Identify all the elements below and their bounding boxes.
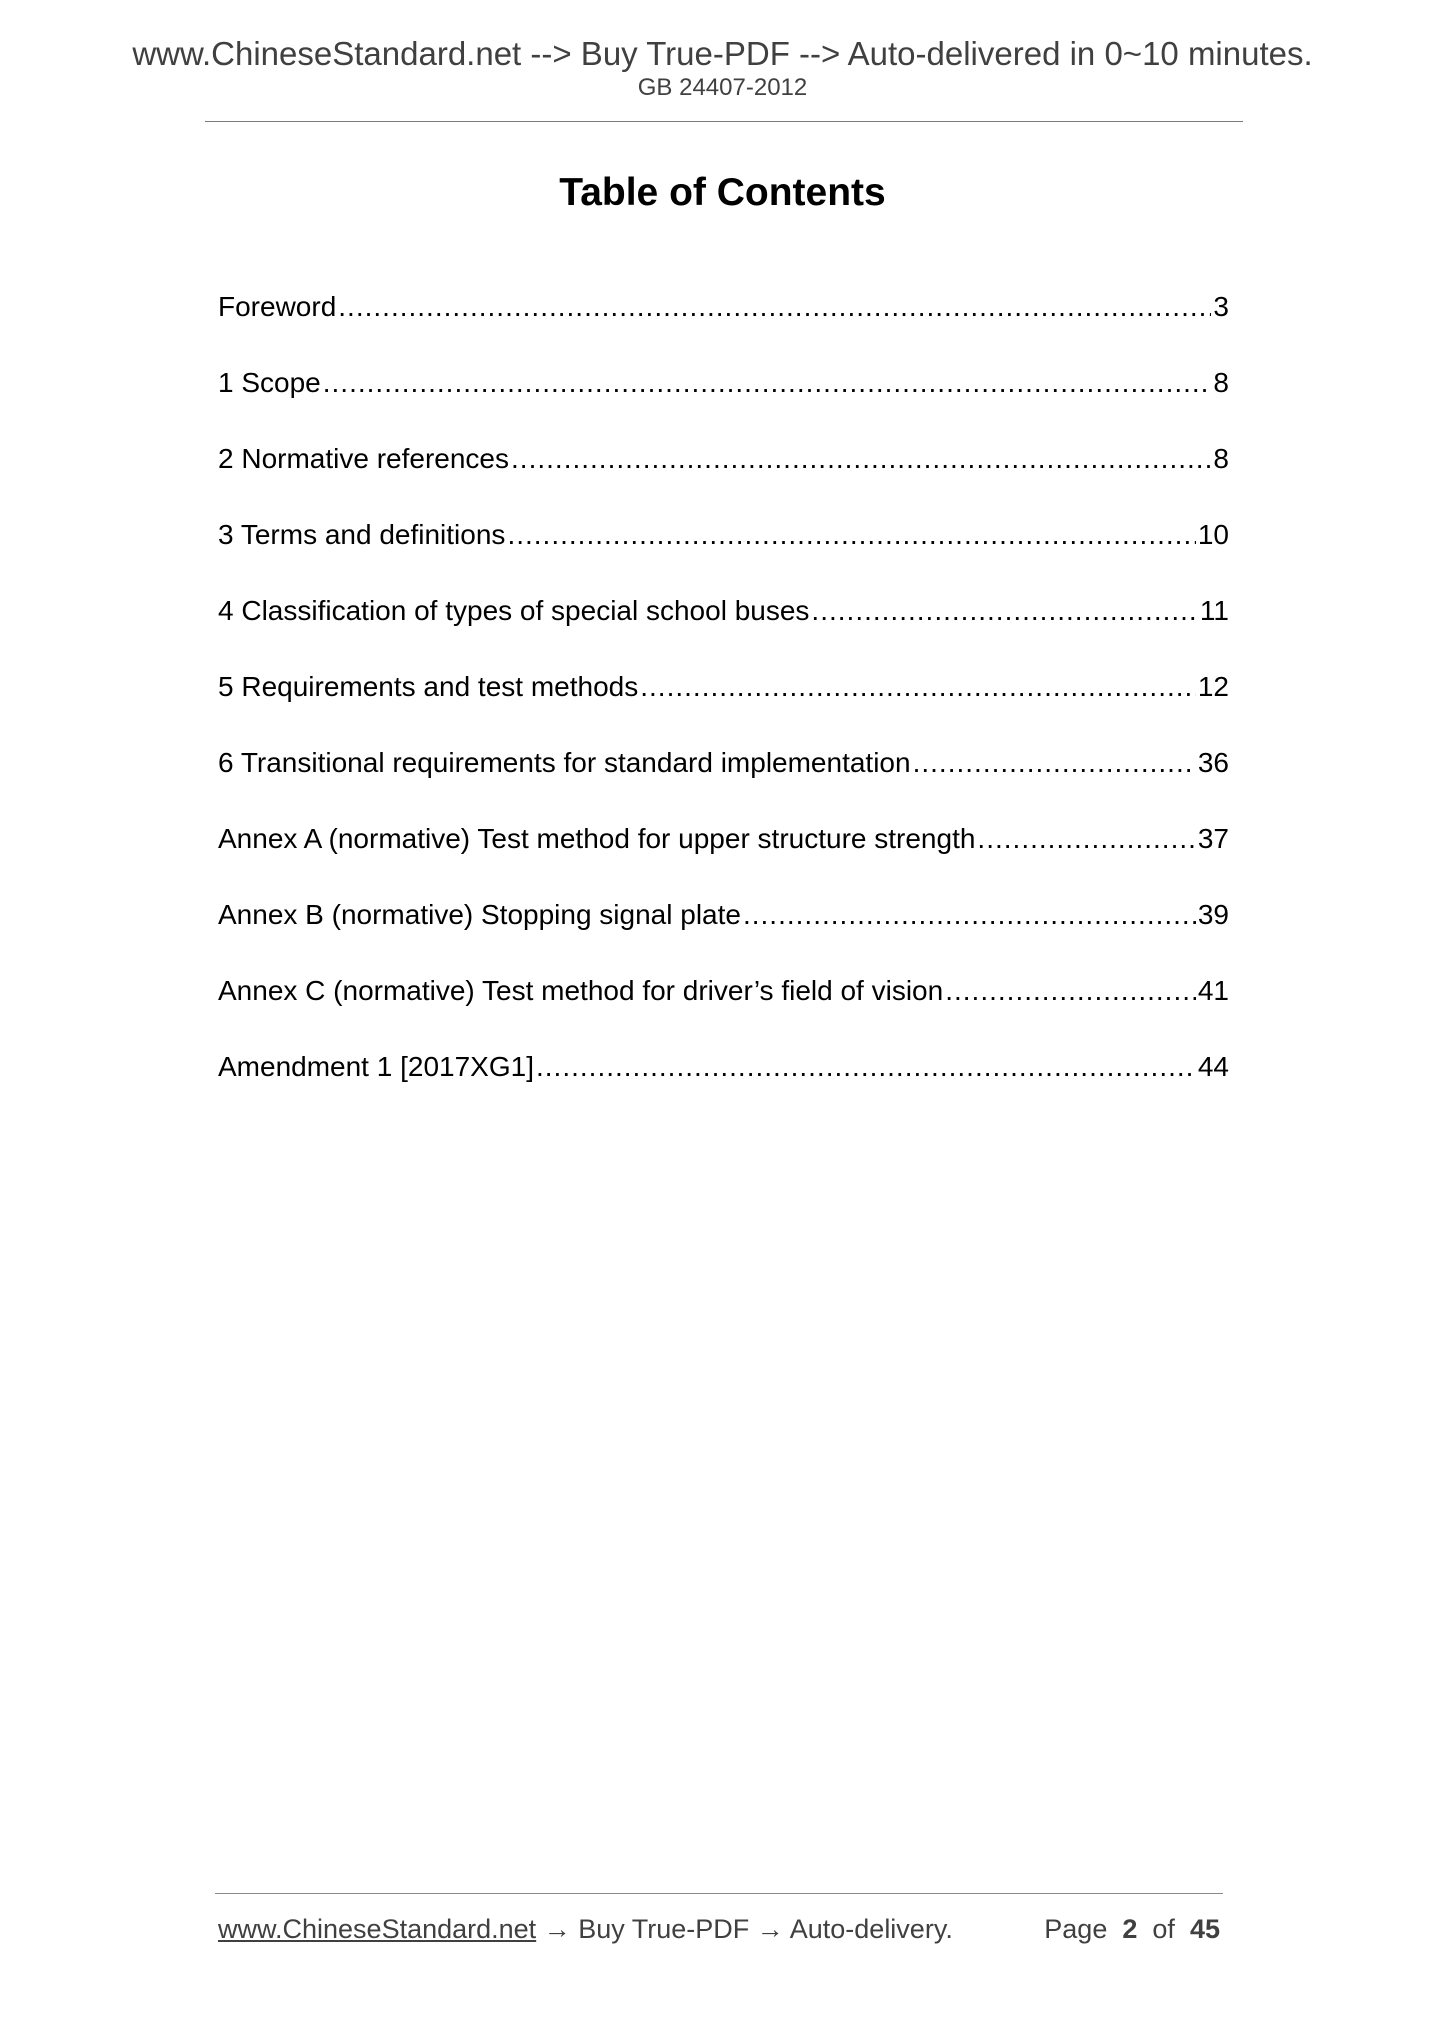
current-page-number: 2 [1122, 1914, 1138, 1944]
toc-entry-label: Foreword [218, 291, 337, 322]
toc-entry-annex-b[interactable] [218, 897, 1229, 973]
toc-entry-page: 39 [1197, 899, 1229, 930]
toc-entry-label: 3 Terms and definitions [218, 519, 506, 550]
toc-entry-label: Annex B (normative) Stopping signal plate [218, 899, 741, 930]
header-banner: www.ChineseStandard.net --> Buy True-PDF --> Auto-delivered in 0~10 minutes. [132, 35, 1313, 72]
toc-leader-dots [338, 289, 1211, 325]
footer-tagline: → Buy True-PDF → Auto-delivery. [536, 1914, 953, 1944]
toc-entry-annex-a[interactable] [218, 821, 1229, 897]
toc-entry-label: Annex C (normative) Test method for driver’s field of vision [218, 975, 944, 1006]
toc-entry-scope[interactable] [218, 365, 1229, 441]
footer-divider [215, 1893, 1223, 1894]
toc-entry-page: 37 [1197, 823, 1229, 854]
total-pages-number: 45 [1189, 1914, 1220, 1944]
footer-site-link[interactable]: www.ChineseStandard.net [218, 1914, 537, 1944]
toc-leader-dots [743, 897, 1196, 933]
toc-entry-label: 6 Transitional requirements for standard implementation [218, 747, 911, 778]
toc-entry-classification[interactable] [218, 593, 1229, 669]
toc-entry-label: 1 Scope [218, 367, 321, 398]
toc-entry-page: 41 [1197, 975, 1229, 1006]
toc-leader-dots [977, 821, 1195, 857]
footer-promo [218, 1912, 953, 1946]
toc-leader-dots [945, 973, 1196, 1009]
toc-entry-terms-definitions[interactable] [218, 517, 1229, 593]
toc-entry-normative-references[interactable] [218, 441, 1229, 517]
standard-code: GB 24407-2012 [637, 74, 808, 101]
toc-list [218, 289, 1229, 1125]
toc-entry-page: 36 [1197, 747, 1229, 778]
toc-entry-foreword[interactable] [218, 289, 1229, 365]
toc-entry-label: Amendment 1 [2017XG1] [218, 1051, 534, 1082]
page-word: Page [1044, 1914, 1108, 1944]
toc-leader-dots [913, 745, 1196, 781]
toc-entry-page: 10 [1197, 519, 1229, 550]
toc-entry-page: 12 [1197, 671, 1229, 702]
toc-leader-dots [511, 441, 1211, 477]
toc-entry-label: 4 Classification of types of special school buses [218, 595, 810, 626]
toc-entry-requirements[interactable] [218, 669, 1229, 745]
toc-entry-label: 5 Requirements and test methods [218, 671, 639, 702]
toc-entry-page: 8 [1213, 443, 1229, 474]
toc-leader-dots [640, 669, 1196, 705]
toc-entry-page: 44 [1197, 1051, 1229, 1082]
toc-entry-label: Annex A (normative) Test method for upper structure strength [218, 823, 976, 854]
toc-leader-dots [811, 593, 1198, 629]
page-number-indicator [1044, 1912, 1220, 1946]
header-divider [205, 121, 1243, 122]
of-word: of [1152, 1914, 1175, 1944]
toc-entry-page: 8 [1213, 367, 1229, 398]
toc-entry-annex-c[interactable] [218, 973, 1229, 1049]
toc-entry-label: 2 Normative references [218, 443, 510, 474]
toc-leader-dots [536, 1049, 1196, 1085]
toc-entry-page: 11 [1199, 595, 1229, 626]
toc-entry-page: 3 [1213, 291, 1229, 322]
toc-entry-transitional[interactable] [218, 745, 1229, 821]
toc-leader-dots [323, 365, 1212, 401]
toc-leader-dots [507, 517, 1195, 553]
toc-title: Table of Contents [559, 171, 886, 214]
toc-entry-amendment-1[interactable] [218, 1049, 1229, 1125]
